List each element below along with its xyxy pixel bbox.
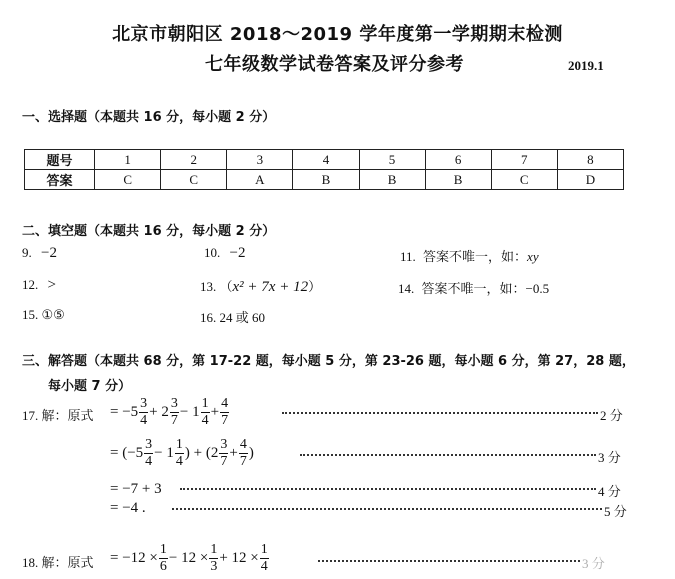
fill-item-11 [400,246,539,265]
fill-item-14 [398,278,549,297]
fill-item-10 [204,245,245,262]
table-cell: A [227,170,293,190]
q18-label: 18. 解：原式 [22,555,94,570]
item-number: 14. [398,281,415,296]
table-cell: D [557,170,623,190]
item-answer-variable: xy [527,249,539,264]
table-cell: C [491,170,557,190]
q18-score-1: 3 分 [582,556,605,571]
q17-score-2: 3 分 [598,450,621,465]
table-cell: B [359,170,425,190]
item-number: 10. [204,245,221,260]
table-cell: 4 [293,150,359,170]
section-2-heading: 二、填空题（本题共 16 分，每小题 2 分） [22,224,276,239]
item-number: 12. [22,277,39,292]
item-number: 13. [200,279,217,294]
fill-item-12 [22,277,56,294]
item-answer: −2 [41,245,57,261]
item-number: 11. [400,249,416,264]
fill-item-13 [200,276,321,296]
item-answer-close: ） [308,279,322,294]
table-cell: 2 [161,150,227,170]
q17-step-3: = −7 + 3 [110,481,162,497]
answer-table [24,149,624,190]
row-header-answer: 答案 [25,170,95,190]
row-header-number: 题号 [25,150,95,170]
fill-item-16 [200,307,265,326]
table-cell: 5 [359,150,425,170]
table-cell: 6 [425,150,491,170]
item-answer: ①⑤ [41,307,65,322]
table-cell: C [95,170,161,190]
table-cell: C [161,170,227,190]
leader-dots [300,454,596,456]
section-3-heading-line1: 三、解答题（本题共 68 分，第 17-22 题，每小题 5 分，第 23-26 题，每小题 6 分，第 27，28 题， [22,354,635,369]
item-answer-math: x² + 7x + 12 [232,279,309,295]
leader-dots [318,560,580,562]
document-subtitle: 七年级数学试卷答案及评分参考 [205,54,464,75]
item-number: 9. [22,245,32,260]
item-number: 16. [200,310,217,325]
document-title: 北京市朝阳区 2018～2019 学年度第一学期期末检测 [112,24,563,45]
item-number: 15. [22,307,39,322]
q17-step-1: = −5 $\frac{3}{4}$ + 2 $\frac{3}{7}$ − 1 $\frac{1}{4}$ + $\frac{4}{7}$ [110,396,229,428]
section-1-heading: 一、选择题（本题共 16 分，每小题 2 分） [22,110,276,125]
q17-step-4: = −4 . [110,500,146,516]
item-answer: > [47,277,56,293]
q17-step-2: = (−5 $\frac{3}{4}$ − 1 $\frac{1}{4}$ ) + (2 $\frac{3}{7}$ + $\frac{4}{7}$ ) [110,437,254,469]
item-answer-open: （ [219,279,233,294]
item-answer: 答案不唯一，如：−0.5 [421,281,550,296]
fill-item-9 [22,245,57,262]
q18-step-1: = −12 × $\frac{1}{6}$ − 12 × $\frac{1}{3}$ + 12 × $\frac{1}{4}$ [110,542,268,574]
item-answer: 24 或 60 [219,310,266,325]
table-cell: 8 [557,150,623,170]
q17-label: 17. 解：原式 [22,408,94,423]
table-cell: 1 [95,150,161,170]
table-cell: B [425,170,491,190]
leader-dots [180,488,596,490]
table-cell: 3 [227,150,293,170]
q17-score-3: 4 分 [598,484,621,499]
fill-item-15 [22,307,65,323]
table-row-numbers [25,150,624,170]
item-answer: 答案不唯一，如： [423,249,528,264]
leader-dots [282,412,598,414]
leader-dots [172,508,602,510]
table-row-answers [25,170,624,190]
document-date: 2019.1 [568,58,604,73]
item-answer: −2 [229,245,246,261]
table-cell: 7 [491,150,557,170]
q17-score-4: 5 分 [604,504,627,519]
q17-score-1: 2 分 [600,408,623,423]
section-3-heading-line2: 每小题 7 分） [48,379,132,394]
table-cell: B [293,170,359,190]
